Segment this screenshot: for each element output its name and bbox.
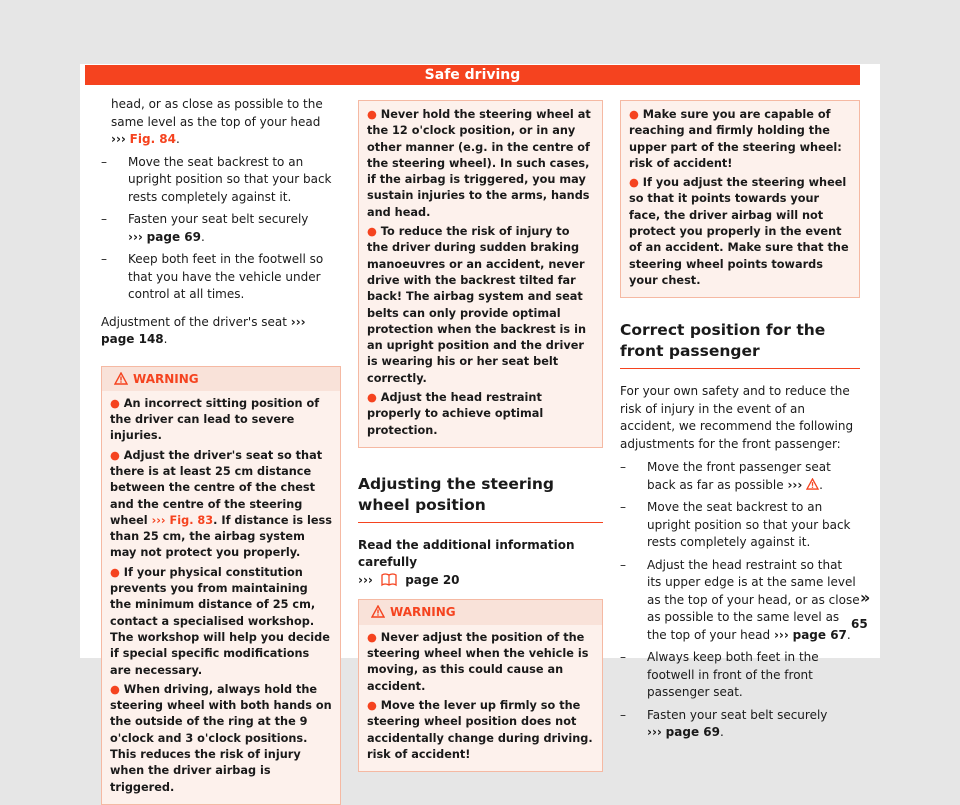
figure-link[interactable]: Fig. 84 <box>129 132 177 146</box>
column-1 <box>101 96 341 805</box>
warning-item: ● When driving, always hold the steering wheel with both hands on the outside of the ring at the 9 o'clock and 3 o'clock positions. This reduces the risk of injury when the driver airbag is triggered. <box>110 682 332 794</box>
list-item: – Move the seat backrest to an upright position so that your back rests completely against it. <box>101 154 341 207</box>
warning-item: ● If your physical constitution prevents you from maintaining the minimum distance of 25 cm, contact a specialised workshop. The workshop will help you decide if special specific modifications are necessary. <box>110 565 330 677</box>
continue-mark: » <box>860 588 871 607</box>
page-link[interactable]: page 148 <box>101 332 164 346</box>
warning-box-continued <box>620 100 860 298</box>
book-icon <box>380 573 398 587</box>
section-heading: Adjusting the steering wheel position <box>358 474 603 523</box>
warning-item: ● If you adjust the steering wheel so that it points towards your face, the driver airbag will not protect you properly in the event of an accident. Make sure that the steering wheel points towards your chest. <box>629 176 849 287</box>
warning-item: ● Make sure you are capable of reaching and firmly holding the upper part of the steering wheel: risk of accident! <box>629 108 842 170</box>
warning-box <box>101 366 341 805</box>
page-link[interactable]: page 20 <box>405 572 460 587</box>
list-item: – Always keep both feet in the footwell in front of the front passenger seat. <box>620 649 860 702</box>
warning-header: WARNING <box>102 367 340 391</box>
warning-item: ● Adjust the driver's seat so that there is at least 25 cm distance between the centre of the chest and the centre of the steering wheel ››› Fig. 83. If distance is less than 25 cm, the airbag system may not protect you properly. <box>110 448 332 560</box>
list-item: – Fasten your seat belt securely ››› page 69. <box>101 211 341 246</box>
page-link[interactable]: page 69 <box>665 725 720 740</box>
warning-triangle-icon <box>371 605 385 618</box>
list-item: – Move the seat backrest to an upright position so that your back rests completely against it. <box>620 499 860 552</box>
page-link[interactable]: page 67 <box>792 627 847 642</box>
warning-item: ● Never hold the steering wheel at the 12 o'clock position, or in any other manner (e.g. in the centre of the steering wheel). In such cases, if the airbag is triggered, you may sustain injuries to the arms, hands and head. <box>367 108 591 219</box>
warning-box-continued <box>358 100 603 448</box>
warning-item: ● Never adjust the position of the steering wheel when the vehicle is moving, as this could cause an accident. <box>367 630 589 693</box>
warning-box <box>358 599 603 772</box>
list-item: – Fasten your seat belt securely ››› page 69. <box>620 707 860 742</box>
warning-item: ● Move the lever up firmly so the steering wheel position does not accidentally change during driving. risk of accident! <box>367 698 593 761</box>
page-link[interactable]: page 69 <box>146 229 201 244</box>
section-heading: Correct position for the front passenger <box>620 320 860 369</box>
warning-triangle-icon <box>114 372 128 385</box>
warning-header: WARNING <box>359 600 602 624</box>
list-item: – Move the front passenger seat back as far as possible ››› . <box>620 459 860 494</box>
column-2 <box>358 100 603 772</box>
list-item: – Keep both feet in the footwell so that you have the vehicle under control at all times. <box>101 251 341 304</box>
warning-item: ● An incorrect sitting position of the driver can lead to severe injuries. <box>110 396 320 443</box>
list-item: – Adjust the head restraint so that its upper edge is at the same level as the top of your head, or as close as possible to the same level as the top of your head ››› page 67. <box>620 557 860 645</box>
intro-paragraph: For your own safety and to reduce the risk of injury in the event of an accident, we recommend the following adjustments for the front passenger: <box>620 384 854 451</box>
read-more-note: Read the additional information carefully ››› page 20 <box>358 537 575 587</box>
warning-item: ● To reduce the risk of injury to the driver during sudden braking manoeuvres or an accident, never drive with the backrest tilted far back! The airbag system and seat belts can only provide optimal protection when the backrest is in an upright position and the driver is wearing his or her seat belt correctly. <box>367 225 586 385</box>
page-header: Safe driving <box>85 65 860 85</box>
page-number: 65 <box>851 617 868 631</box>
continued-paragraph: head, or as close as possible to the same level as the top of your head ››› Fig. 84. <box>111 97 323 146</box>
figure-link[interactable]: Fig. 83 <box>169 513 214 527</box>
adjustment-paragraph: Adjustment of the driver's seat ››› page 148. <box>101 314 306 346</box>
column-3 <box>620 100 860 747</box>
warning-item: ● Adjust the head restraint properly to achieve optimal protection. <box>367 391 544 437</box>
warning-triangle-icon[interactable] <box>806 478 819 490</box>
